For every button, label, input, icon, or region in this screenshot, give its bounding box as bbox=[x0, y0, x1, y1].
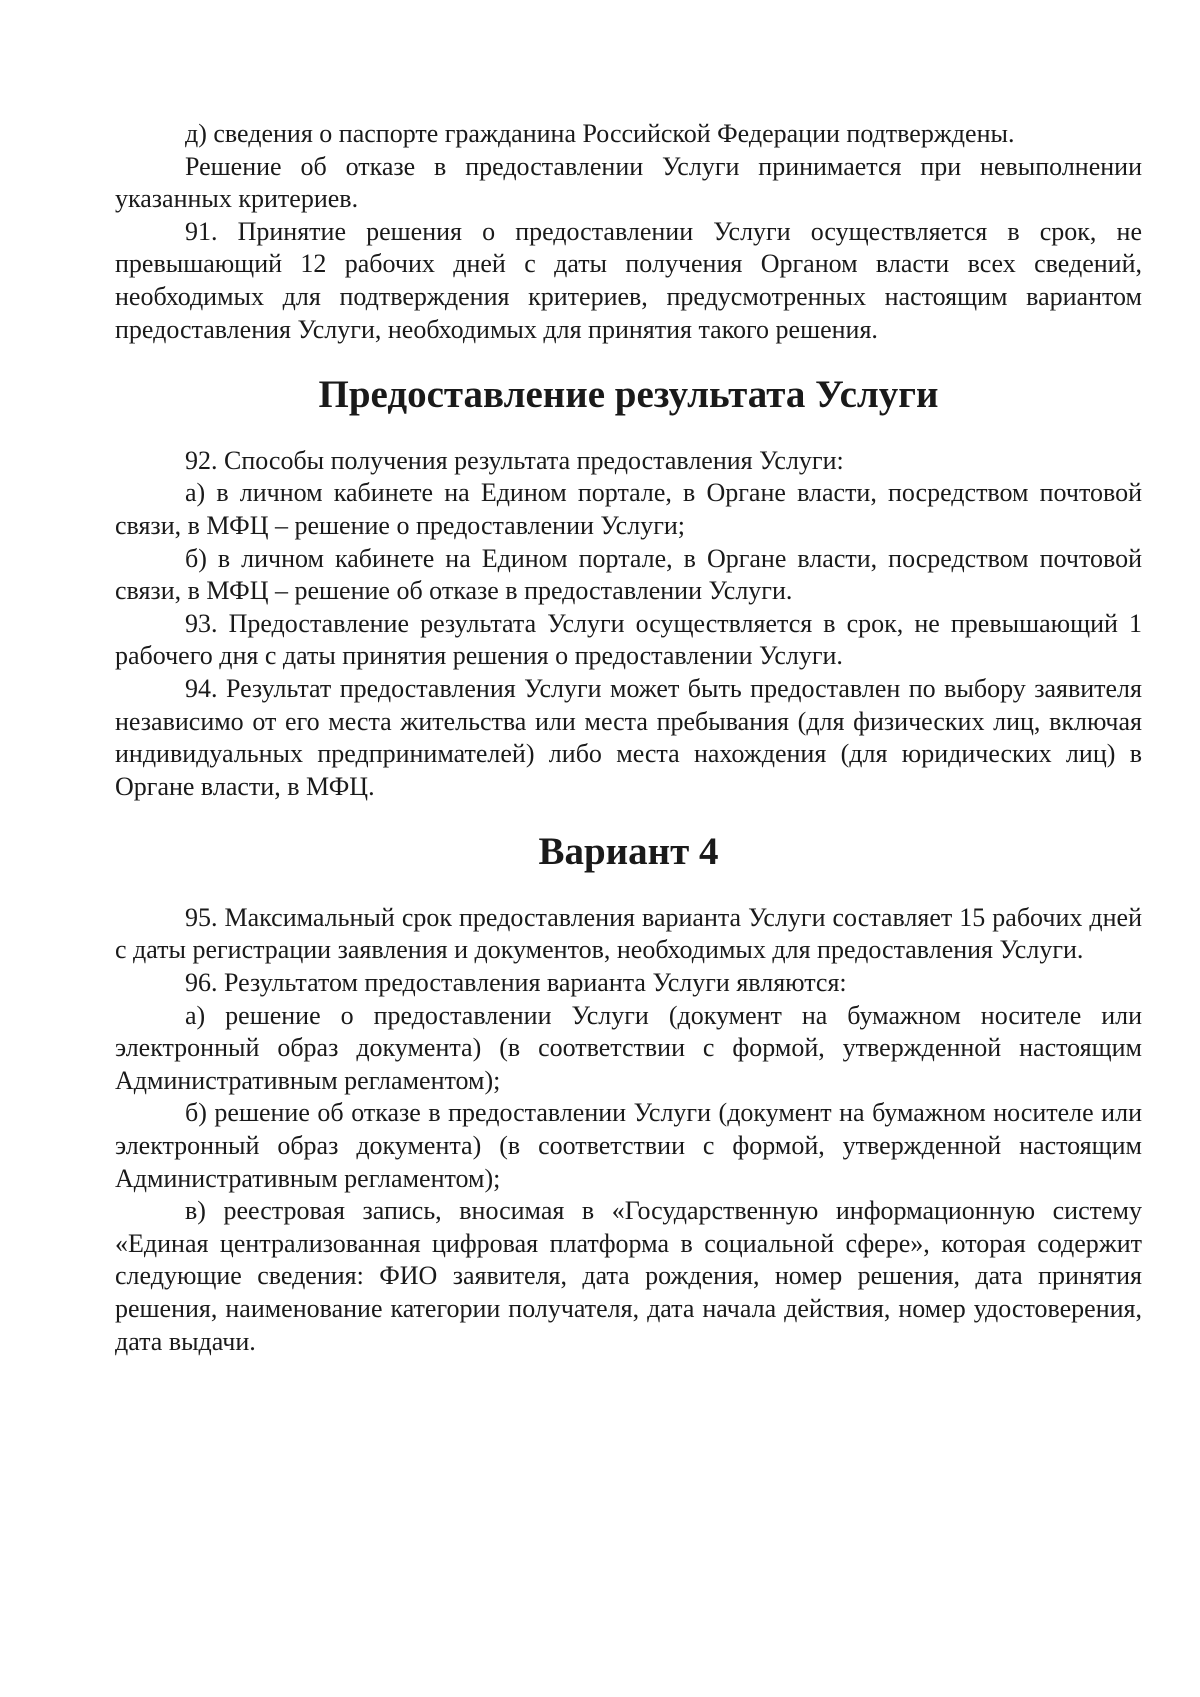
paragraph-92: 92. Способы получения результата предоставления Услуги: bbox=[185, 445, 844, 475]
paragraph-96-v: в) реестровая запись, вносимая в «Государственную информационную систему «Единая централизованная цифровая платформа в социальной сфере», которая содержит следующие сведения: ФИО заявителя, дата рождения, номер решения, дата принятия решения, наименование категории получателя, дата начала действия, номер удостоверения, дата выдачи. bbox=[115, 1196, 1142, 1356]
document-page bbox=[115, 118, 1142, 1358]
paragraph-passport-confirmed: д) сведения о паспорте гражданина Российской Федерации подтверждены. bbox=[185, 119, 1015, 148]
heading-result-provision: Предоставление результата Услуги bbox=[318, 373, 939, 417]
paragraph-95: 95. Максимальный срок предоставления варианта Услуги составляет 15 рабочих дней с даты регистрации заявления и документов, необходимых для предоставления Услуги. bbox=[115, 902, 1142, 965]
paragraph-96-b: б) решение об отказе в предоставлении Услуги (документ на бумажном носителе или электронный образ документа) (в соответствии с формой, утвержденной настоящим Административным регламентом); bbox=[115, 1098, 1142, 1193]
paragraph-94: 94. Результат предоставления Услуги может быть предоставлен по выбору заявителя независимо от его места жительства или места пребывания (для физических лиц, включая индивидуальных предпринимателей) либо места нахождения (для юридических лиц) в Органе власти, в МФЦ. bbox=[115, 673, 1142, 801]
paragraph-96-a: а) решение о предоставлении Услуги (документ на бумажном носителе или электронный образ документа) (в соответствии с формой, утвержденной настоящим Административным регламентом); bbox=[115, 1000, 1142, 1095]
paragraph-92-b: б) в личном кабинете на Едином портале, в Органе власти, посредством почтовой связи, в МФЦ – решение об отказе в предоставлении Услуги. bbox=[115, 543, 1142, 606]
paragraph-91: 91. Принятие решения о предоставлении Услуги осуществляется в срок, не превышающий 12 рабочих дней с даты получения Органом власти всех сведений, необходимых для подтверждения критериев, предусмотренных настоящим вариантом предоставления Услуги, необходимых для принятия такого решения. bbox=[115, 216, 1142, 344]
paragraph-93: 93. Предоставление результата Услуги осуществляется в срок, не превышающий 1 рабочего дня с даты принятия решения о предоставлении Услуги. bbox=[115, 608, 1142, 671]
paragraph-refusal-decision: Решение об отказе в предоставлении Услуги принимается при невыполнении указанных критериев. bbox=[115, 151, 1142, 214]
paragraph-96: 96. Результатом предоставления варианта Услуги являются: bbox=[185, 968, 847, 998]
paragraph-92-a: а) в личном кабинете на Едином портале, в Органе власти, посредством почтовой связи, в МФЦ – решение о предоставлении Услуги; bbox=[115, 478, 1142, 540]
heading-variant-4: Вариант 4 bbox=[538, 830, 719, 874]
